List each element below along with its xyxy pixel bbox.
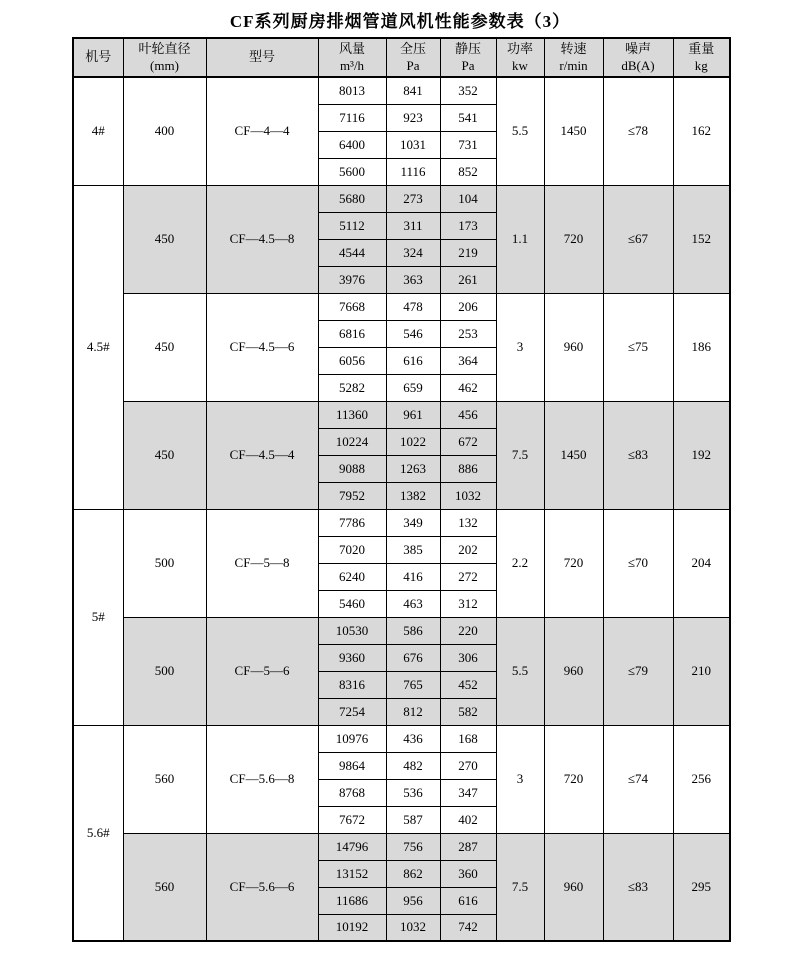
page-title: CF系列厨房排烟管道风机性能参数表（3） [229, 12, 571, 31]
air-volume-cell: 11686 [318, 887, 386, 914]
diameter-cell: 560 [123, 725, 206, 833]
air-volume-cell: 5460 [318, 590, 386, 617]
table-body [73, 77, 730, 941]
col-header-air-volume [318, 38, 386, 77]
header-line2: kw [512, 57, 528, 73]
diameter-cell: 450 [123, 293, 206, 401]
total-pressure-cell: 862 [386, 860, 440, 887]
static-pressure-cell: 364 [440, 347, 496, 374]
static-pressure-cell: 452 [440, 671, 496, 698]
noise-cell: ≤79 [603, 617, 673, 725]
power-cell: 5.5 [496, 617, 544, 725]
total-pressure-cell: 478 [386, 293, 440, 320]
header-line1: 静压 [454, 40, 481, 56]
noise-cell: ≤78 [603, 77, 673, 185]
static-pressure-cell: 312 [440, 590, 496, 617]
fan-performance-table [72, 37, 731, 942]
air-volume-cell: 8013 [318, 77, 386, 104]
machine-no-cell: 4.5# [73, 185, 123, 509]
table-row [73, 617, 730, 644]
air-volume-cell: 9360 [318, 644, 386, 671]
table-row [73, 293, 730, 320]
noise-cell: ≤70 [603, 509, 673, 617]
static-pressure-cell: 168 [440, 725, 496, 752]
air-volume-cell: 7116 [318, 104, 386, 131]
model-cell: CF—5—6 [206, 617, 318, 725]
air-volume-cell: 8316 [318, 671, 386, 698]
header-line2: r/min [559, 57, 588, 73]
static-pressure-cell: 742 [440, 914, 496, 941]
air-volume-cell: 7668 [318, 293, 386, 320]
header-line1: 型号 [248, 49, 275, 65]
col-header-model [206, 38, 318, 77]
total-pressure-cell: 765 [386, 671, 440, 698]
noise-cell: ≤67 [603, 185, 673, 293]
total-pressure-cell: 324 [386, 239, 440, 266]
model-cell: CF—4.5—8 [206, 185, 318, 293]
air-volume-cell: 10976 [318, 725, 386, 752]
speed-cell: 720 [544, 509, 603, 617]
speed-cell: 960 [544, 293, 603, 401]
total-pressure-cell: 616 [386, 347, 440, 374]
col-header-speed [544, 38, 603, 77]
weight-cell: 204 [673, 509, 730, 617]
model-cell: CF—4.5—6 [206, 293, 318, 401]
col-header-impeller-diameter [123, 38, 206, 77]
static-pressure-cell: 253 [440, 320, 496, 347]
machine-no-cell: 5# [73, 509, 123, 725]
static-pressure-cell: 270 [440, 752, 496, 779]
weight-cell: 210 [673, 617, 730, 725]
total-pressure-cell: 812 [386, 698, 440, 725]
air-volume-cell: 10530 [318, 617, 386, 644]
air-volume-cell: 3976 [318, 266, 386, 293]
col-header-weight [673, 38, 730, 77]
static-pressure-cell: 852 [440, 158, 496, 185]
total-pressure-cell: 416 [386, 563, 440, 590]
air-volume-cell: 7020 [318, 536, 386, 563]
static-pressure-cell: 104 [440, 185, 496, 212]
speed-cell: 960 [544, 617, 603, 725]
air-volume-cell: 5112 [318, 212, 386, 239]
diameter-cell: 400 [123, 77, 206, 185]
air-volume-cell: 7672 [318, 806, 386, 833]
total-pressure-cell: 1022 [386, 428, 440, 455]
total-pressure-cell: 1031 [386, 131, 440, 158]
header-row [73, 38, 730, 77]
total-pressure-cell: 1382 [386, 482, 440, 509]
static-pressure-cell: 352 [440, 77, 496, 104]
total-pressure-cell: 659 [386, 374, 440, 401]
machine-no-cell: 5.6# [73, 725, 123, 941]
table-row [73, 509, 730, 536]
table-header [73, 38, 730, 77]
weight-cell: 162 [673, 77, 730, 185]
diameter-cell: 450 [123, 401, 206, 509]
static-pressure-cell: 261 [440, 266, 496, 293]
air-volume-cell: 9864 [318, 752, 386, 779]
model-cell: CF—5—8 [206, 509, 318, 617]
total-pressure-cell: 311 [386, 212, 440, 239]
air-volume-cell: 5680 [318, 185, 386, 212]
air-volume-cell: 7952 [318, 482, 386, 509]
total-pressure-cell: 587 [386, 806, 440, 833]
col-header-machine-no [73, 38, 123, 77]
air-volume-cell: 8768 [318, 779, 386, 806]
header-line2: Pa [461, 57, 475, 73]
header-line2: Pa [406, 57, 420, 73]
static-pressure-cell: 220 [440, 617, 496, 644]
machine-no-cell: 4# [73, 77, 123, 185]
header-line1: 叶轮直径 [138, 40, 191, 56]
static-pressure-cell: 202 [440, 536, 496, 563]
static-pressure-cell: 360 [440, 860, 496, 887]
air-volume-cell: 10192 [318, 914, 386, 941]
speed-cell: 960 [544, 833, 603, 941]
air-volume-cell: 5282 [318, 374, 386, 401]
table-row [73, 725, 730, 752]
col-header-static-pressure [440, 38, 496, 77]
noise-cell: ≤83 [603, 401, 673, 509]
power-cell: 7.5 [496, 833, 544, 941]
power-cell: 1.1 [496, 185, 544, 293]
header-line2: (mm) [150, 57, 179, 73]
air-volume-cell: 6056 [318, 347, 386, 374]
static-pressure-cell: 219 [440, 239, 496, 266]
total-pressure-cell: 956 [386, 887, 440, 914]
total-pressure-cell: 756 [386, 833, 440, 860]
static-pressure-cell: 582 [440, 698, 496, 725]
air-volume-cell: 7786 [318, 509, 386, 536]
total-pressure-cell: 463 [386, 590, 440, 617]
static-pressure-cell: 1032 [440, 482, 496, 509]
header-line2: m³/h [339, 57, 365, 73]
total-pressure-cell: 273 [386, 185, 440, 212]
static-pressure-cell: 456 [440, 401, 496, 428]
air-volume-cell: 14796 [318, 833, 386, 860]
air-volume-cell: 10224 [318, 428, 386, 455]
power-cell: 7.5 [496, 401, 544, 509]
header-line2: kg [694, 57, 708, 73]
model-cell: CF—4—4 [206, 77, 318, 185]
total-pressure-cell: 961 [386, 401, 440, 428]
air-volume-cell: 6400 [318, 131, 386, 158]
total-pressure-cell: 586 [386, 617, 440, 644]
total-pressure-cell: 536 [386, 779, 440, 806]
air-volume-cell: 4544 [318, 239, 386, 266]
noise-cell: ≤75 [603, 293, 673, 401]
static-pressure-cell: 462 [440, 374, 496, 401]
speed-cell: 720 [544, 725, 603, 833]
air-volume-cell: 7254 [318, 698, 386, 725]
static-pressure-cell: 731 [440, 131, 496, 158]
speed-cell: 720 [544, 185, 603, 293]
total-pressure-cell: 676 [386, 644, 440, 671]
air-volume-cell: 13152 [318, 860, 386, 887]
weight-cell: 192 [673, 401, 730, 509]
speed-cell: 1450 [544, 401, 603, 509]
total-pressure-cell: 436 [386, 725, 440, 752]
model-cell: CF—4.5—4 [206, 401, 318, 509]
header-line1: 重量 [688, 40, 715, 56]
total-pressure-cell: 1116 [386, 158, 440, 185]
table-row [73, 833, 730, 860]
total-pressure-cell: 363 [386, 266, 440, 293]
table-row [73, 401, 730, 428]
weight-cell: 295 [673, 833, 730, 941]
static-pressure-cell: 402 [440, 806, 496, 833]
air-volume-cell: 6816 [318, 320, 386, 347]
static-pressure-cell: 173 [440, 212, 496, 239]
speed-cell: 1450 [544, 77, 603, 185]
air-volume-cell: 6240 [318, 563, 386, 590]
col-header-total-pressure [386, 38, 440, 77]
power-cell: 3 [496, 293, 544, 401]
static-pressure-cell: 132 [440, 509, 496, 536]
power-cell: 3 [496, 725, 544, 833]
static-pressure-cell: 672 [440, 428, 496, 455]
static-pressure-cell: 616 [440, 887, 496, 914]
col-header-power [496, 38, 544, 77]
static-pressure-cell: 347 [440, 779, 496, 806]
static-pressure-cell: 306 [440, 644, 496, 671]
static-pressure-cell: 541 [440, 104, 496, 131]
air-volume-cell: 11360 [318, 401, 386, 428]
header-line2: dB(A) [621, 57, 655, 73]
table-row [73, 77, 730, 104]
header-line1: 机号 [85, 49, 112, 65]
weight-cell: 256 [673, 725, 730, 833]
total-pressure-cell: 841 [386, 77, 440, 104]
total-pressure-cell: 923 [386, 104, 440, 131]
weight-cell: 152 [673, 185, 730, 293]
model-cell: CF—5.6—8 [206, 725, 318, 833]
header-line1: 全压 [399, 40, 426, 56]
static-pressure-cell: 272 [440, 563, 496, 590]
total-pressure-cell: 1032 [386, 914, 440, 941]
diameter-cell: 560 [123, 833, 206, 941]
noise-cell: ≤74 [603, 725, 673, 833]
model-cell: CF—5.6—6 [206, 833, 318, 941]
total-pressure-cell: 1263 [386, 455, 440, 482]
diameter-cell: 500 [123, 617, 206, 725]
power-cell: 5.5 [496, 77, 544, 185]
header-line1: 转速 [560, 40, 587, 56]
header-line1: 功率 [506, 40, 533, 56]
diameter-cell: 450 [123, 185, 206, 293]
static-pressure-cell: 886 [440, 455, 496, 482]
total-pressure-cell: 482 [386, 752, 440, 779]
static-pressure-cell: 206 [440, 293, 496, 320]
col-header-noise [603, 38, 673, 77]
total-pressure-cell: 385 [386, 536, 440, 563]
air-volume-cell: 9088 [318, 455, 386, 482]
total-pressure-cell: 349 [386, 509, 440, 536]
static-pressure-cell: 287 [440, 833, 496, 860]
header-line1: 风量 [338, 40, 365, 56]
table-row [73, 185, 730, 212]
power-cell: 2.2 [496, 509, 544, 617]
air-volume-cell: 5600 [318, 158, 386, 185]
header-line1: 噪声 [624, 40, 651, 56]
total-pressure-cell: 546 [386, 320, 440, 347]
weight-cell: 186 [673, 293, 730, 401]
noise-cell: ≤83 [603, 833, 673, 941]
diameter-cell: 500 [123, 509, 206, 617]
